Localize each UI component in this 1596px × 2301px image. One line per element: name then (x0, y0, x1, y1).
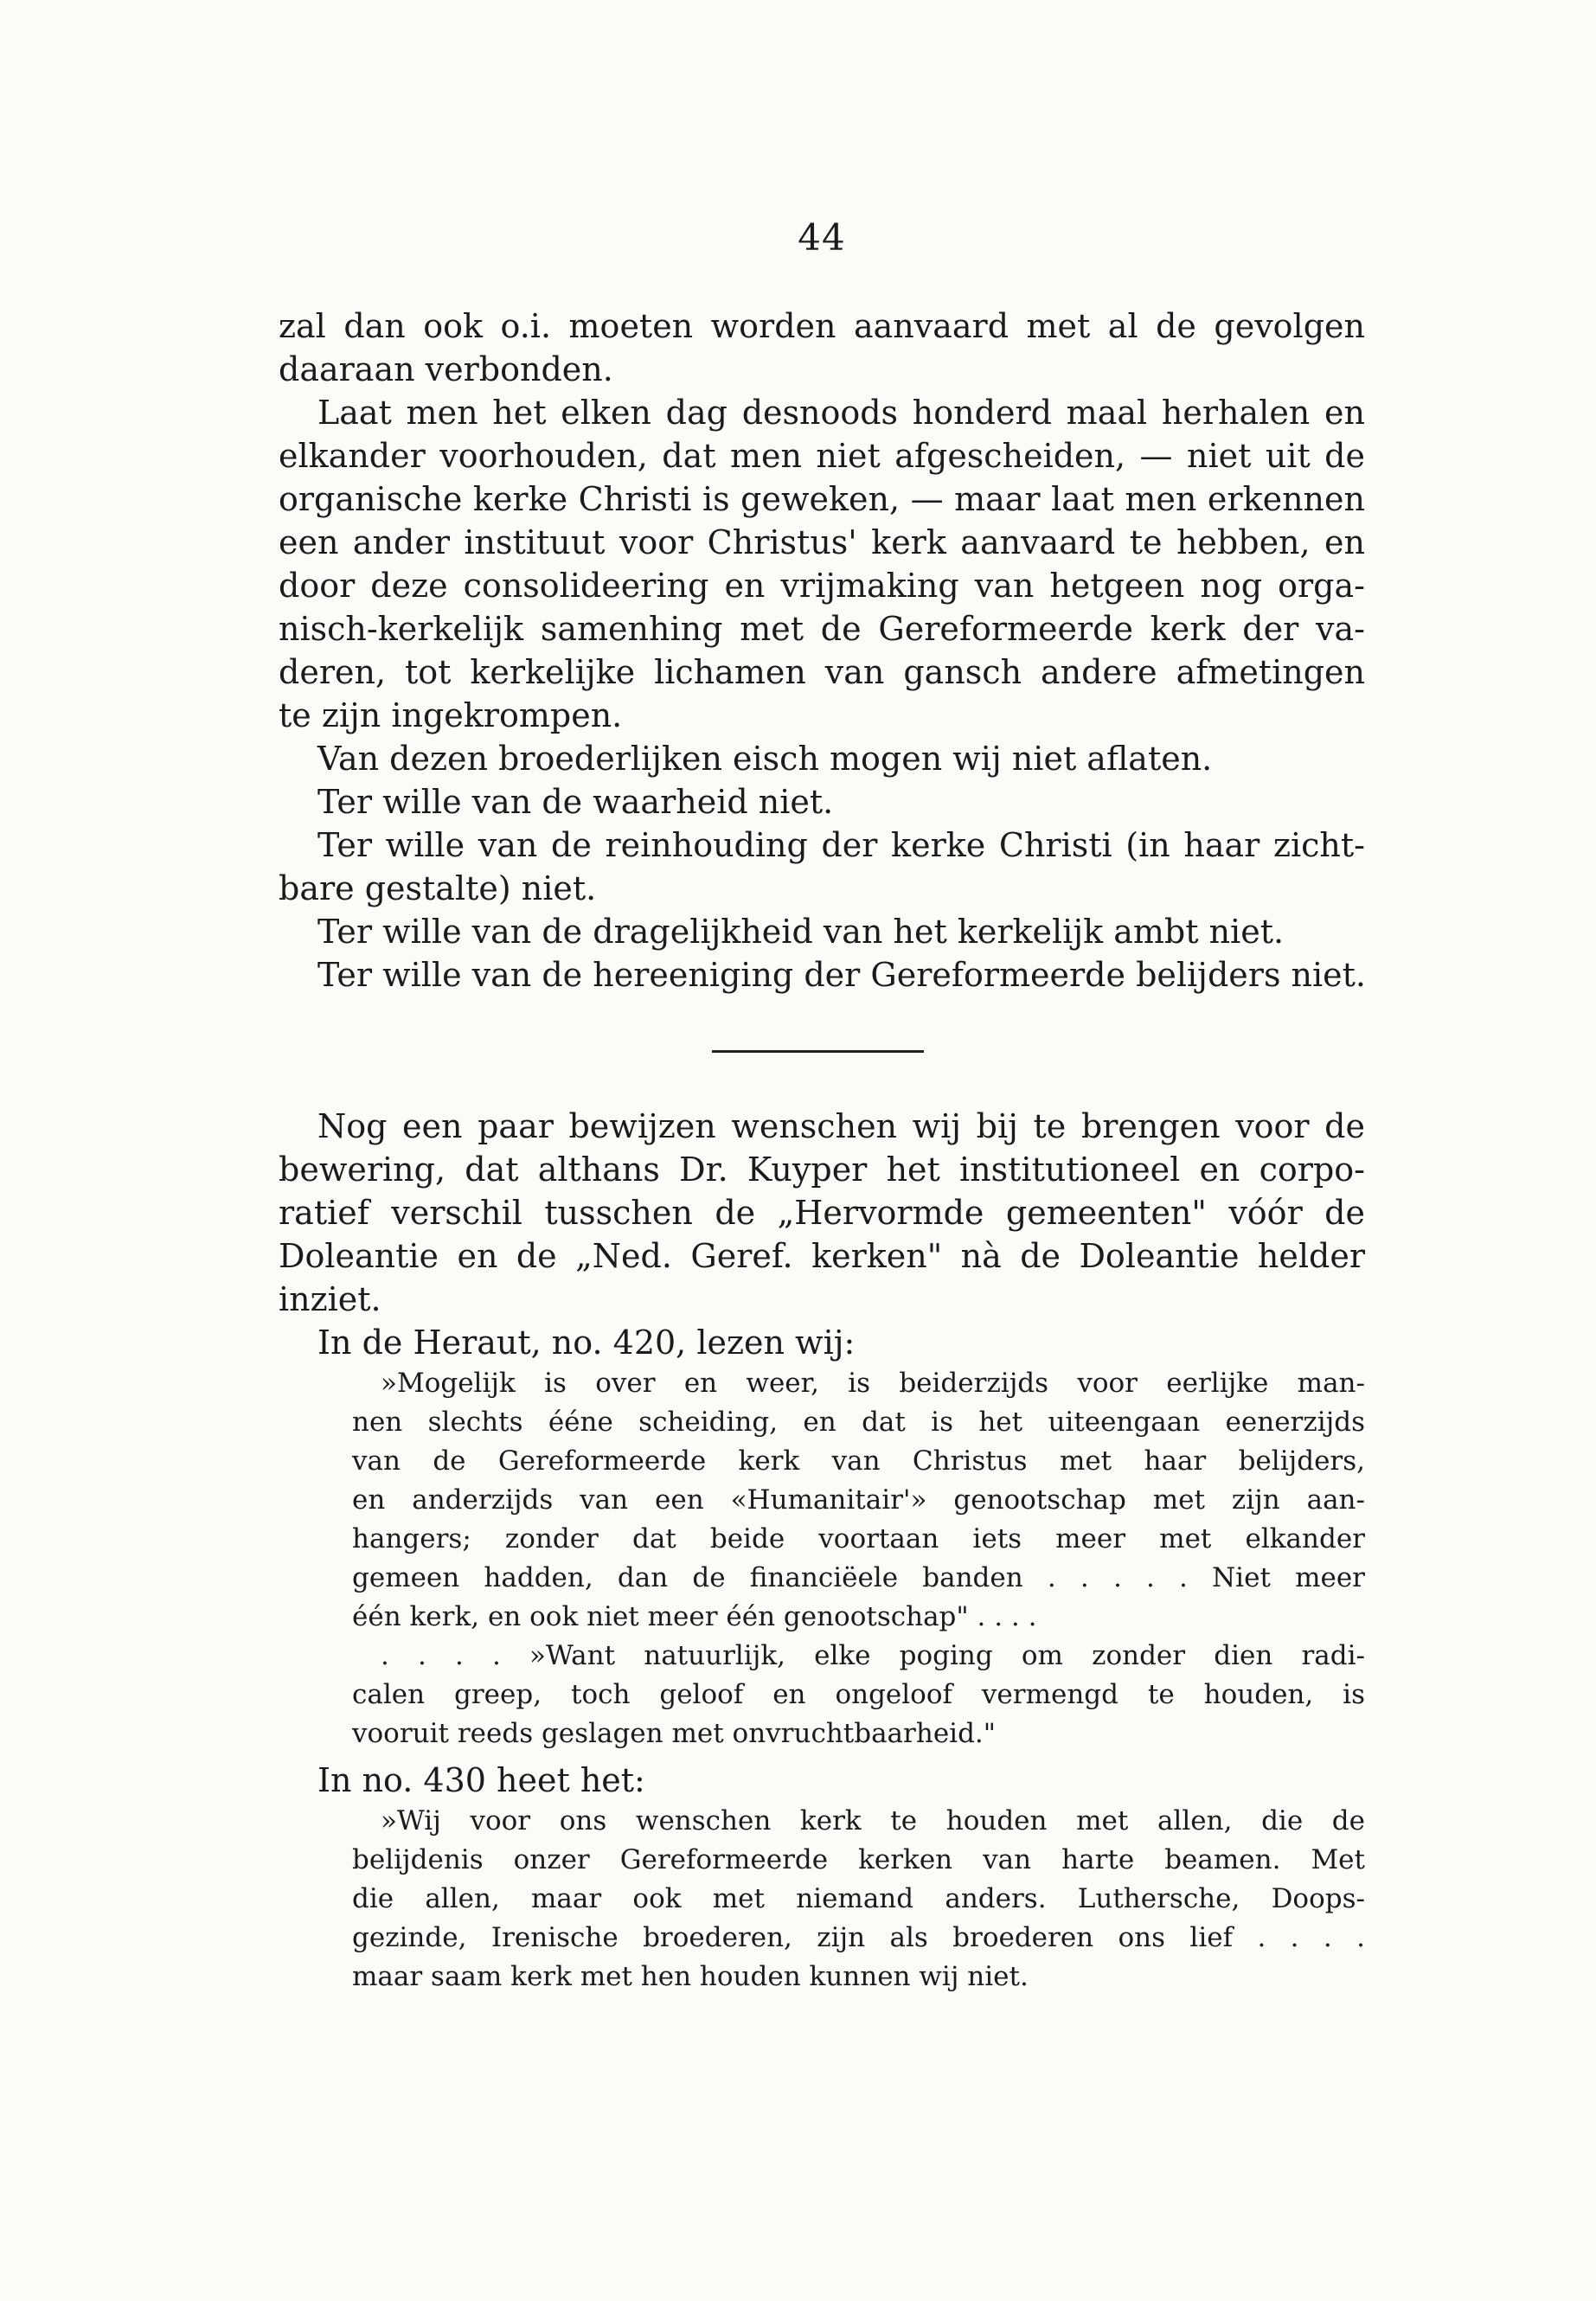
text-line: Laat men het elken dag desnoods honderd maal herhalen en (317, 394, 1365, 432)
text-line: In no. 430 heet het: (317, 1761, 645, 1799)
quote-line: van de Gereformeerde kerk van Christus met haar belijders, (352, 1445, 1365, 1477)
text-line: een ander instituut voor Christus' kerk aanvaard te hebben, en (279, 523, 1365, 561)
quote-line: . . . . »Want natuurlijk, elke poging om zonder dien radi- (381, 1640, 1365, 1671)
text-line: door deze consolideering en vrijmaking van hetgeen nog orga- (279, 567, 1365, 605)
quote-line: belijdenis onzer Gereformeerde kerken van harte beamen. Met (352, 1844, 1365, 1875)
page-number: 44 (798, 216, 846, 259)
text-line: Van dezen broederlijken eisch mogen wij niet aflaten. (317, 740, 1213, 778)
text-line: bewering, dat althans Dr. Kuyper het institutioneel en corpo- (279, 1150, 1365, 1189)
text-line: inziet. (279, 1280, 381, 1318)
section-separator-rule (712, 1050, 924, 1053)
text-line: Ter wille van de reinhouding der kerke Christi (in haar zicht- (317, 826, 1365, 864)
quotation-block-2 (279, 1802, 1365, 1997)
text-line: bare gestalte) niet. (279, 869, 597, 907)
text-line: Ter wille van de dragelijkheid van het kerkelijk ambt niet. (317, 913, 1285, 951)
quote-line: nen slechts ééne scheiding, en dat is het uiteengaan eenerzijds (352, 1407, 1365, 1438)
quote-line: »Mogelijk is over en weer, is beiderzijds voor eerlijke man- (381, 1368, 1365, 1399)
quote-line: vooruit reeds geslagen met onvruchtbaarheid." (352, 1718, 997, 1749)
quote-line: één kerk, en ook niet meer één genootschap" . . . . (352, 1601, 1037, 1632)
text-line: Ter wille van de hereeniging der Gereformeerde belijders niet. (317, 956, 1366, 994)
text-line: Doleantie en de „Ned. Geref. kerken" nà de Doleantie helder (279, 1237, 1365, 1275)
quote-line: die allen, maar ook met niemand anders. Luthersche, Doops- (352, 1883, 1365, 1914)
quote-line: hangers; zonder dat beide voortaan iets meer met elkander (352, 1523, 1365, 1554)
book-page (279, 0, 1365, 2301)
text-line: daaraan verbonden. (279, 350, 613, 388)
text-line: deren, tot kerkelijke lichamen van gansch andere afmetingen (279, 653, 1365, 691)
page-body (279, 304, 1365, 1997)
text-line: zal dan ook o.i. moeten worden aanvaard met al de gevolgen (279, 307, 1365, 345)
quote-line: »Wij voor ons wenschen kerk te houden met allen, die de (381, 1805, 1365, 1836)
text-line: elkander voorhouden, dat men niet afgescheiden, — niet uit de (279, 437, 1365, 475)
quote-line: maar saam kerk met hen houden kunnen wij niet. (352, 1961, 1029, 1992)
text-line: In de Heraut, no. 420, lezen wij: (317, 1324, 856, 1362)
text-line: organische kerke Christi is geweken, — maar laat men erkennen (279, 480, 1365, 518)
quote-line: en anderzijds van een «Humanitair'» genootschap met zijn aan- (352, 1484, 1365, 1516)
text-line: Ter wille van de waarheid niet. (317, 783, 834, 821)
text-line: te zijn ingekrompen. (279, 696, 623, 734)
text-line: nisch-kerkelijk samenhing met de Gereformeerde kerk der va- (279, 610, 1365, 648)
quotation-block-1 (279, 1364, 1365, 1753)
text-line: ratief verschil tusschen de „Hervormde gemeenten" vóór de (279, 1194, 1365, 1232)
text-line: Nog een paar bewijzen wenschen wij bij te brengen voor de (317, 1107, 1365, 1145)
quote-line: gezinde, Irenische broederen, zijn als broederen ons lief . . . . (352, 1922, 1365, 1953)
quote-line: calen greep, toch geloof en ongeloof vermengd te houden, is (352, 1679, 1365, 1710)
quote-line: gemeen hadden, dan de financiëele banden . . . . . Niet meer (352, 1562, 1365, 1593)
